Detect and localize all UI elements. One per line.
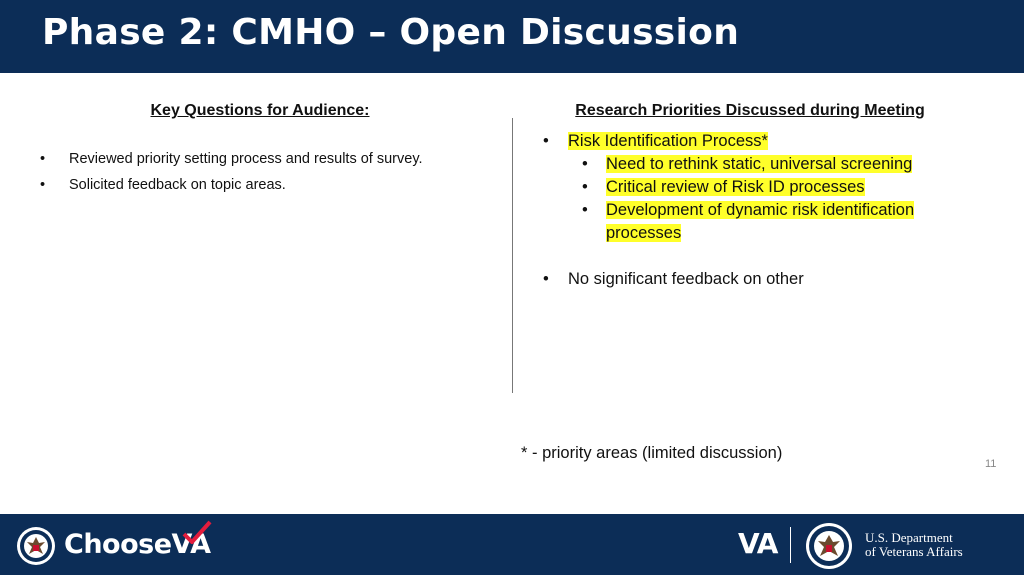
department-line: of Veterans Affairs <box>865 544 963 559</box>
left-column-heading: Key Questions for Audience: <box>150 102 370 119</box>
brand-text: Choose <box>64 529 172 560</box>
highlighted-text: Critical review of Risk ID processes <box>606 178 865 196</box>
right-bullet-list <box>543 130 983 291</box>
list-item: • Solicited feedback on topic areas. <box>40 172 500 198</box>
page-title: Phase 2: CMHO – Open Discussion <box>42 12 740 53</box>
sub-list-item <box>568 199 983 245</box>
va-seal-icon <box>16 526 56 566</box>
column-divider <box>512 118 513 393</box>
checkmark-icon <box>182 520 212 544</box>
va-logo: VA <box>738 527 778 560</box>
highlighted-text: Development of dynamic risk identification processes <box>606 201 915 242</box>
list-item: • No significant feedback on other <box>543 268 983 291</box>
highlighted-text: Risk Identification Process* <box>568 132 768 150</box>
list-item: • Reviewed priority setting process and results of survey. <box>40 146 500 172</box>
sub-bullet-list <box>568 153 983 245</box>
footnote: * - priority areas (limited discussion) <box>521 444 783 462</box>
brand-text-va: VA <box>171 529 211 560</box>
header-bar <box>0 0 1024 73</box>
highlighted-text: Need to rethink static, universal screening <box>606 155 913 173</box>
va-seal-icon <box>805 522 853 570</box>
left-bullet-list <box>40 146 500 198</box>
page-number: 11 <box>985 458 997 470</box>
department-name <box>865 531 963 559</box>
sub-list-item <box>568 153 983 176</box>
department-line: U.S. Department <box>865 530 953 545</box>
right-column-heading: Research Priorities Discussed during Meeting <box>575 102 925 119</box>
sub-list-item <box>568 176 983 199</box>
list-item <box>543 130 983 245</box>
logo-separator <box>790 527 791 563</box>
